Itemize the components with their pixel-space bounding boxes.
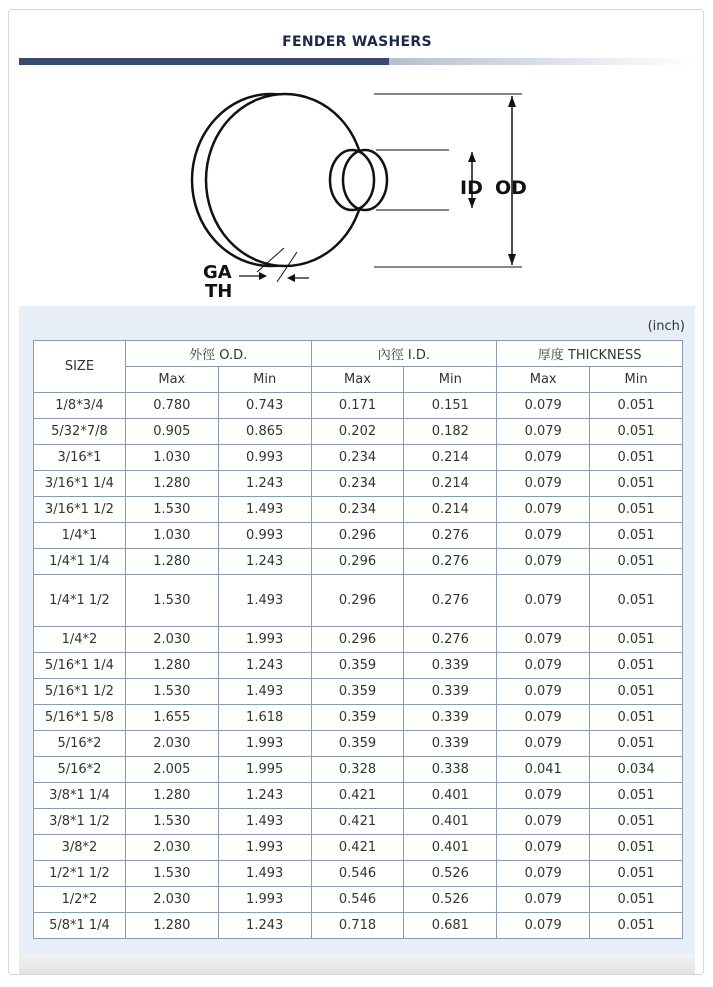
od-min-cell: 0.865 [218, 419, 311, 445]
id-max-cell: 0.546 [311, 887, 404, 913]
id-min-cell: 0.151 [404, 393, 497, 419]
id-max-cell: 0.234 [311, 497, 404, 523]
washer-diagram [189, 90, 549, 310]
od-max-cell: 1.280 [125, 913, 218, 939]
id-max-cell: 0.421 [311, 835, 404, 861]
title-underline [19, 58, 389, 65]
thickness-max-cell: 0.079 [497, 497, 590, 523]
size-cell: 5/8*1 1/4 [34, 913, 126, 939]
table-subheader-row [34, 367, 683, 393]
od-max-cell: 0.780 [125, 393, 218, 419]
id-min-cell: 0.401 [404, 809, 497, 835]
id-max-cell: 0.234 [311, 445, 404, 471]
od-min-cell: 1.993 [218, 887, 311, 913]
size-cell: 5/16*2 [34, 731, 126, 757]
thickness-min-cell: 0.051 [590, 549, 683, 575]
id-max-cell: 0.359 [311, 731, 404, 757]
thickness-max-cell: 0.079 [497, 861, 590, 887]
table-row [34, 861, 683, 887]
od-max-cell: 2.030 [125, 887, 218, 913]
size-cell: 1/2*2 [34, 887, 126, 913]
od-min-cell: 0.993 [218, 445, 311, 471]
ga-arrow-left [259, 272, 267, 280]
od-min-cell: 1.243 [218, 471, 311, 497]
thickness-max-cell: 0.079 [497, 653, 590, 679]
thickness-min-cell: 0.051 [590, 731, 683, 757]
ga-label: GA [203, 262, 232, 283]
thickness-max-cell: 0.079 [497, 809, 590, 835]
id-arrow-bottom [468, 198, 476, 208]
id-min-cell: 0.214 [404, 471, 497, 497]
table-row [34, 575, 683, 627]
thickness-min-header: Min [590, 367, 683, 393]
size-cell: 1/8*3/4 [34, 393, 126, 419]
thickness-min-cell: 0.051 [590, 861, 683, 887]
id-max-cell: 0.421 [311, 809, 404, 835]
table-row [34, 653, 683, 679]
id-min-cell: 0.401 [404, 835, 497, 861]
thickness-min-cell: 0.051 [590, 653, 683, 679]
id-min-cell: 0.401 [404, 783, 497, 809]
od-header: 外徑 O.D. [125, 341, 311, 367]
od-max-cell: 2.030 [125, 835, 218, 861]
unit-label: (inch) [647, 319, 685, 334]
thickness-max-cell: 0.079 [497, 679, 590, 705]
od-min-cell: 0.743 [218, 393, 311, 419]
od-min-cell: 1.993 [218, 835, 311, 861]
thickness-max-cell: 0.079 [497, 393, 590, 419]
size-cell: 1/2*1 1/2 [34, 861, 126, 887]
thickness-max-cell: 0.079 [497, 783, 590, 809]
id-max-cell: 0.359 [311, 705, 404, 731]
spec-table-panel [19, 306, 695, 954]
od-max-cell: 1.530 [125, 497, 218, 523]
od-min-cell: 1.493 [218, 809, 311, 835]
thickness-max-cell: 0.079 [497, 575, 590, 627]
size-header: SIZE [34, 341, 126, 393]
id-max-cell: 0.546 [311, 861, 404, 887]
od-max-cell: 2.030 [125, 731, 218, 757]
size-cell: 3/8*1 1/4 [34, 783, 126, 809]
bottom-strip [19, 954, 695, 974]
size-cell: 1/4*2 [34, 627, 126, 653]
thickness-min-cell: 0.051 [590, 835, 683, 861]
od-min-cell: 1.243 [218, 913, 311, 939]
thickness-min-cell: 0.051 [590, 809, 683, 835]
id-min-cell: 0.276 [404, 575, 497, 627]
table-row [34, 809, 683, 835]
table-row [34, 835, 683, 861]
od-min-header: Min [218, 367, 311, 393]
od-min-cell: 1.493 [218, 861, 311, 887]
table-row [34, 731, 683, 757]
table-row [34, 549, 683, 575]
thickness-min-cell: 0.034 [590, 757, 683, 783]
title-area [19, 22, 695, 66]
id-max-header: Max [311, 367, 404, 393]
id-max-cell: 0.202 [311, 419, 404, 445]
thickness-min-cell: 0.051 [590, 445, 683, 471]
id-max-cell: 0.296 [311, 627, 404, 653]
id-max-cell: 0.359 [311, 653, 404, 679]
size-cell: 5/16*1 1/2 [34, 679, 126, 705]
id-max-cell: 0.296 [311, 523, 404, 549]
thickness-min-cell: 0.051 [590, 679, 683, 705]
thickness-min-cell: 0.051 [590, 783, 683, 809]
id-min-cell: 0.276 [404, 627, 497, 653]
table-body [34, 393, 683, 939]
id-min-cell: 0.214 [404, 497, 497, 523]
table-row [34, 887, 683, 913]
od-min-cell: 1.493 [218, 497, 311, 523]
id-min-cell: 0.339 [404, 731, 497, 757]
size-cell: 5/32*7/8 [34, 419, 126, 445]
id-max-cell: 0.296 [311, 549, 404, 575]
id-min-cell: 0.339 [404, 705, 497, 731]
thickness-min-cell: 0.051 [590, 419, 683, 445]
thickness-min-cell: 0.051 [590, 393, 683, 419]
id-min-cell: 0.681 [404, 913, 497, 939]
id-min-cell: 0.182 [404, 419, 497, 445]
table-row [34, 497, 683, 523]
id-min-cell: 0.526 [404, 861, 497, 887]
od-max-cell: 1.280 [125, 653, 218, 679]
table-row [34, 523, 683, 549]
od-min-cell: 1.243 [218, 549, 311, 575]
thickness-max-cell: 0.079 [497, 835, 590, 861]
thickness-max-cell: 0.079 [497, 913, 590, 939]
id-min-cell: 0.526 [404, 887, 497, 913]
size-cell: 5/16*2 [34, 757, 126, 783]
thickness-max-cell: 0.079 [497, 627, 590, 653]
od-max-cell: 1.530 [125, 809, 218, 835]
od-max-cell: 1.530 [125, 575, 218, 627]
id-label: ID [460, 177, 483, 199]
od-min-cell: 1.243 [218, 783, 311, 809]
od-min-cell: 1.995 [218, 757, 311, 783]
od-max-cell: 1.280 [125, 783, 218, 809]
table-row [34, 419, 683, 445]
thickness-max-cell: 0.079 [497, 731, 590, 757]
od-max-cell: 1.655 [125, 705, 218, 731]
size-cell: 1/4*1 1/2 [34, 575, 126, 627]
od-label: OD [495, 177, 527, 199]
od-max-cell: 1.530 [125, 679, 218, 705]
size-cell: 3/16*1 [34, 445, 126, 471]
thickness-max-cell: 0.079 [497, 887, 590, 913]
table-row [34, 757, 683, 783]
od-max-cell: 2.030 [125, 627, 218, 653]
od-arrow-bottom [508, 254, 516, 265]
od-min-cell: 1.493 [218, 679, 311, 705]
table-group-header-row [34, 341, 683, 367]
table-row [34, 705, 683, 731]
od-max-header: Max [125, 367, 218, 393]
od-max-cell: 2.005 [125, 757, 218, 783]
th-label: TH [205, 281, 233, 302]
thickness-min-cell: 0.051 [590, 523, 683, 549]
id-max-cell: 0.328 [311, 757, 404, 783]
id-min-cell: 0.276 [404, 523, 497, 549]
od-min-cell: 1.618 [218, 705, 311, 731]
od-max-cell: 1.030 [125, 445, 218, 471]
thickness-max-cell: 0.079 [497, 471, 590, 497]
thickness-max-cell: 0.079 [497, 445, 590, 471]
size-cell: 3/16*1 1/4 [34, 471, 126, 497]
fender-washer-spec-table [33, 340, 683, 939]
id-min-cell: 0.339 [404, 653, 497, 679]
washer-hole-back [330, 150, 374, 210]
od-arrow-top [508, 96, 516, 107]
thickness-min-cell: 0.051 [590, 627, 683, 653]
id-max-cell: 0.296 [311, 575, 404, 627]
id-max-cell: 0.359 [311, 679, 404, 705]
thickness-min-cell: 0.051 [590, 575, 683, 627]
id-max-cell: 0.234 [311, 471, 404, 497]
thickness-max-cell: 0.041 [497, 757, 590, 783]
od-max-cell: 1.280 [125, 471, 218, 497]
id-max-cell: 0.421 [311, 783, 404, 809]
id-max-cell: 0.171 [311, 393, 404, 419]
thickness-min-cell: 0.051 [590, 471, 683, 497]
thickness-min-cell: 0.051 [590, 887, 683, 913]
size-cell: 3/8*2 [34, 835, 126, 861]
size-cell: 5/16*1 1/4 [34, 653, 126, 679]
thickness-min-cell: 0.051 [590, 497, 683, 523]
table-row [34, 445, 683, 471]
page-title: FENDER WASHERS [282, 34, 432, 50]
size-cell: 3/8*1 1/2 [34, 809, 126, 835]
thickness-min-cell: 0.051 [590, 913, 683, 939]
od-max-cell: 1.030 [125, 523, 218, 549]
table-row [34, 471, 683, 497]
thickness-max-cell: 0.079 [497, 705, 590, 731]
size-cell: 3/16*1 1/2 [34, 497, 126, 523]
id-min-cell: 0.276 [404, 549, 497, 575]
id-max-cell: 0.718 [311, 913, 404, 939]
od-min-cell: 1.493 [218, 575, 311, 627]
id-header: 內徑 I.D. [311, 341, 497, 367]
title-underline-fade [389, 58, 695, 65]
id-arrow-top [468, 152, 476, 162]
table-row [34, 679, 683, 705]
table-row [34, 913, 683, 939]
thickness-min-cell: 0.051 [590, 705, 683, 731]
od-max-cell: 0.905 [125, 419, 218, 445]
id-min-header: Min [404, 367, 497, 393]
size-cell: 5/16*1 5/8 [34, 705, 126, 731]
id-min-cell: 0.339 [404, 679, 497, 705]
thickness-max-header: Max [497, 367, 590, 393]
od-max-cell: 1.280 [125, 549, 218, 575]
table-row [34, 393, 683, 419]
thickness-max-cell: 0.079 [497, 549, 590, 575]
id-min-cell: 0.214 [404, 445, 497, 471]
od-min-cell: 1.993 [218, 731, 311, 757]
thickness-max-cell: 0.079 [497, 523, 590, 549]
od-min-cell: 1.993 [218, 627, 311, 653]
thickness-header: 厚度 THICKNESS [497, 341, 683, 367]
table-row [34, 783, 683, 809]
od-min-cell: 0.993 [218, 523, 311, 549]
ga-arrow-right [287, 274, 295, 282]
od-max-cell: 1.530 [125, 861, 218, 887]
id-min-cell: 0.338 [404, 757, 497, 783]
thickness-max-cell: 0.079 [497, 419, 590, 445]
content-frame [8, 9, 704, 975]
size-cell: 1/4*1 1/4 [34, 549, 126, 575]
size-cell: 1/4*1 [34, 523, 126, 549]
od-min-cell: 1.243 [218, 653, 311, 679]
table-row [34, 627, 683, 653]
